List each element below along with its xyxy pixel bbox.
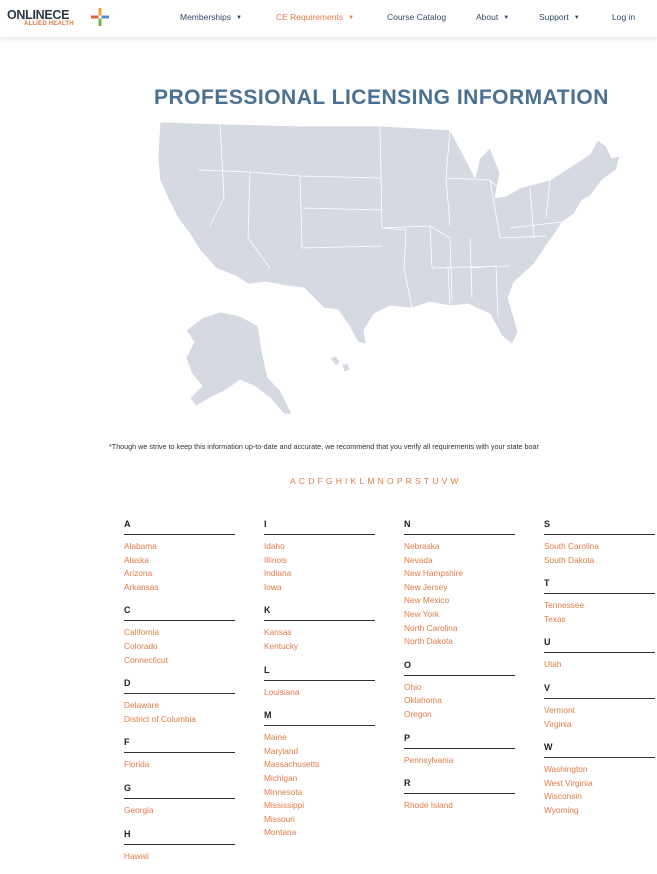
- alphabet-link-k[interactable]: K: [350, 476, 357, 486]
- state-list: [264, 726, 375, 851]
- letter-group-r: [404, 778, 515, 824]
- alphabet-index: [290, 476, 462, 486]
- state-column: [404, 519, 515, 824]
- state-link[interactable]: Iowa: [264, 581, 282, 592]
- state-link[interactable]: South Carolina: [544, 541, 599, 551]
- state-list: [124, 694, 235, 737]
- state-link[interactable]: Alaska: [124, 554, 149, 565]
- state-link[interactable]: Kentucky: [264, 640, 299, 651]
- letter-group-w: [544, 742, 655, 828]
- letter-heading: V: [544, 683, 655, 699]
- nav-login[interactable]: [612, 12, 635, 22]
- state-link[interactable]: New Hampshire: [404, 568, 464, 579]
- alphabet-link-l[interactable]: L: [359, 476, 365, 486]
- alphabet-link-r[interactable]: R: [405, 476, 412, 486]
- letter-group-d: [124, 678, 235, 737]
- letter-heading: D: [124, 678, 235, 694]
- state-link[interactable]: Minnesota: [264, 786, 303, 797]
- state-list: [124, 799, 235, 829]
- state-link[interactable]: Maine: [264, 732, 287, 743]
- letter-heading: G: [124, 783, 235, 799]
- state-link[interactable]: Kansas: [264, 627, 292, 638]
- letter-group-l: [264, 665, 375, 711]
- state-link[interactable]: New Jersey: [404, 581, 448, 592]
- nav-course-catalog[interactable]: [387, 12, 446, 22]
- state-link[interactable]: Louisiana: [264, 686, 300, 697]
- page-title: PROFESSIONAL LICENSING INFORMATION: [154, 86, 609, 109]
- nav-label: Course Catalog: [387, 12, 447, 22]
- nav-label: Memberships: [180, 12, 232, 22]
- letter-group-m: [264, 710, 375, 851]
- letter-group-a: [124, 519, 235, 605]
- state-link[interactable]: Arizona: [124, 568, 153, 579]
- letter-heading: C: [124, 605, 235, 621]
- state-link[interactable]: Texas: [544, 613, 566, 624]
- state-link[interactable]: District of Columbia: [124, 713, 196, 724]
- alphabet-link-g[interactable]: G: [325, 476, 333, 486]
- map-hawaii: [330, 356, 350, 372]
- site-logo[interactable]: [7, 7, 107, 31]
- state-link[interactable]: Colorado: [124, 640, 158, 651]
- state-list: [404, 749, 515, 779]
- alphabet-link-h[interactable]: H: [335, 476, 342, 486]
- chevron-down-icon: ▼: [348, 15, 355, 21]
- letter-heading: F: [124, 737, 235, 753]
- state-list: [544, 535, 655, 578]
- state-column: [544, 519, 655, 829]
- letter-group-t: [544, 578, 655, 637]
- state-list: [124, 535, 235, 605]
- nav-ce-requirements[interactable]: [276, 12, 354, 22]
- letter-heading: M: [264, 710, 375, 726]
- state-link[interactable]: Pennsylvania: [404, 754, 454, 765]
- us-map[interactable]: [150, 118, 630, 430]
- state-link[interactable]: Rhode Island: [404, 800, 453, 811]
- alphabet-link-m[interactable]: M: [367, 476, 375, 486]
- letter-group-f: [124, 737, 235, 783]
- alphabet-link-t[interactable]: T: [423, 476, 430, 486]
- letter-heading: R: [404, 778, 515, 794]
- letter-group-c: [124, 605, 235, 678]
- state-column: [124, 519, 235, 874]
- alphabet-link-n[interactable]: N: [377, 476, 384, 486]
- state-link[interactable]: Vermont: [544, 704, 575, 715]
- state-link[interactable]: South Dakota: [544, 554, 595, 565]
- alphabet-link-w[interactable]: W: [450, 476, 459, 486]
- state-link[interactable]: Wyoming: [544, 804, 579, 815]
- site-header: [0, 0, 657, 37]
- state-link[interactable]: Washington: [544, 764, 588, 775]
- letter-heading: I: [264, 519, 375, 535]
- state-link[interactable]: Georgia: [124, 804, 154, 815]
- disclaimer-text: *Though we strive to keep this information up-to-date and accurate, we recommend that you verify all requirements with your state boar: [109, 442, 539, 451]
- state-link[interactable]: Maryland: [264, 745, 299, 756]
- letter-group-i: [264, 519, 375, 605]
- logo-subtitle: ALLIED HEALTH: [24, 21, 74, 27]
- state-list: [124, 621, 235, 678]
- state-link[interactable]: New Mexico: [404, 595, 450, 606]
- state-link[interactable]: New York: [404, 608, 440, 619]
- state-column: [264, 519, 375, 851]
- chevron-down-icon: ▼: [236, 15, 242, 21]
- letter-group-u: [544, 637, 655, 683]
- state-link[interactable]: Idaho: [264, 541, 285, 551]
- map-contiguous-us: [158, 122, 620, 344]
- alphabet-link-s[interactable]: S: [415, 476, 421, 486]
- state-link[interactable]: Ohio: [404, 681, 422, 692]
- nav-label: About: [476, 12, 499, 22]
- state-link[interactable]: California: [124, 627, 160, 638]
- state-link[interactable]: West Virginia: [544, 777, 593, 788]
- map-alaska: [186, 312, 292, 414]
- state-link[interactable]: Alabama: [124, 541, 157, 551]
- state-list: [404, 535, 515, 660]
- state-link[interactable]: Montana: [264, 827, 297, 838]
- state-list: [544, 594, 655, 637]
- letter-heading: H: [124, 829, 235, 845]
- letter-group-p: [404, 733, 515, 779]
- chevron-down-icon: ▼: [503, 15, 510, 21]
- alphabet-link-d[interactable]: D: [308, 476, 315, 486]
- alphabet-link-v[interactable]: V: [441, 476, 448, 486]
- state-list: [124, 753, 235, 783]
- state-list: [404, 676, 515, 733]
- state-link[interactable]: Wisconsin: [544, 791, 582, 802]
- letter-heading: O: [404, 660, 515, 676]
- nav-label: Log in: [612, 12, 636, 22]
- state-link[interactable]: Michigan: [264, 772, 298, 783]
- logo-wordmark: ONLINECE: [7, 8, 70, 22]
- nav-label: Support: [539, 12, 569, 22]
- state-list: [264, 681, 375, 711]
- state-link[interactable]: Utah: [544, 659, 562, 670]
- letter-group-s: [544, 519, 655, 578]
- state-link[interactable]: Delaware: [124, 700, 160, 711]
- letter-heading: U: [544, 637, 655, 653]
- state-list: [544, 653, 655, 683]
- state-link[interactable]: Tennessee: [544, 600, 585, 611]
- nav-support[interactable]: [539, 12, 580, 22]
- letter-group-v: [544, 683, 655, 742]
- state-list: [544, 699, 655, 742]
- nav-about[interactable]: [476, 12, 509, 22]
- letter-heading: W: [544, 742, 655, 758]
- state-link[interactable]: Nevada: [404, 554, 433, 565]
- alphabet-link-o[interactable]: O: [387, 476, 394, 486]
- alphabet-link-f[interactable]: F: [317, 476, 323, 486]
- alphabet-link-a[interactable]: A: [290, 476, 296, 486]
- alphabet-link-i[interactable]: I: [345, 476, 348, 486]
- state-link[interactable]: Illinois: [264, 554, 288, 565]
- letter-heading: L: [264, 665, 375, 681]
- state-link[interactable]: Virginia: [544, 718, 572, 729]
- letter-group-n: [404, 519, 515, 660]
- letter-heading: P: [404, 733, 515, 749]
- letter-heading: T: [544, 578, 655, 594]
- letter-group-o: [404, 660, 515, 733]
- state-link[interactable]: Connecticut: [124, 654, 168, 665]
- state-link[interactable]: Missouri: [264, 813, 295, 824]
- logo-cross-icon: [91, 8, 109, 26]
- alphabet-link-u[interactable]: U: [432, 476, 439, 486]
- state-link[interactable]: North Carolina: [404, 622, 458, 633]
- letter-heading: K: [264, 605, 375, 621]
- state-link[interactable]: Indiana: [264, 568, 292, 579]
- state-link[interactable]: Hawaii: [124, 850, 149, 861]
- state-link[interactable]: Oregon: [404, 708, 432, 719]
- letter-group-g: [124, 783, 235, 829]
- letter-group-h: [124, 829, 235, 874]
- state-list: [264, 535, 375, 605]
- nav-memberships[interactable]: [180, 12, 242, 22]
- state-link[interactable]: Mississippi: [264, 800, 305, 811]
- state-list: [264, 621, 375, 664]
- state-link[interactable]: Arkansas: [124, 581, 159, 592]
- state-link[interactable]: Oklahoma: [404, 695, 442, 706]
- state-link[interactable]: Massachusetts: [264, 759, 320, 770]
- state-link[interactable]: Florida: [124, 759, 150, 770]
- letter-heading: A: [124, 519, 235, 535]
- state-link[interactable]: Nebraska: [404, 541, 440, 551]
- state-list: [404, 794, 515, 824]
- letter-heading: N: [404, 519, 515, 535]
- chevron-down-icon: ▼: [573, 15, 580, 21]
- nav-label: CE Requirements: [276, 12, 344, 22]
- letter-heading: S: [544, 519, 655, 535]
- alphabet-link-p[interactable]: P: [396, 476, 403, 486]
- state-link[interactable]: North Dakota: [404, 636, 453, 647]
- alphabet-link-c[interactable]: C: [298, 476, 305, 486]
- letter-group-k: [264, 605, 375, 664]
- state-list: [544, 758, 655, 828]
